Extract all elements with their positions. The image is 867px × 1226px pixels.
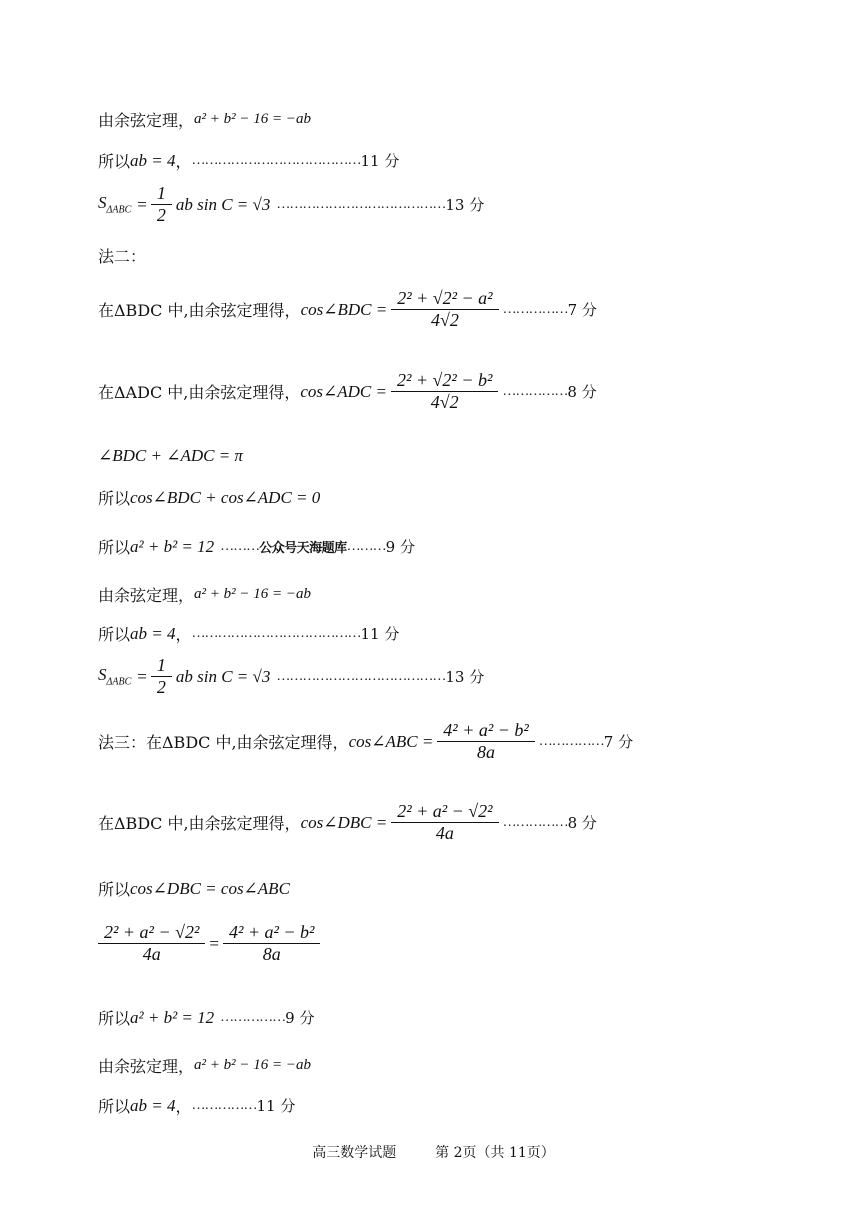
- area-symbol: $S_{\Delta ABC}$: [98, 193, 132, 216]
- line-text: 由余弦定理，: [98, 1057, 195, 1076]
- formula-lhs: cos∠ADC =: [300, 381, 387, 401]
- line-text: 所以: [98, 489, 131, 508]
- leader-dots: ……………: [502, 814, 568, 830]
- footer-subject: 高三数学试题: [312, 1145, 397, 1161]
- solution-line: [98, 108, 311, 131]
- leader-dots: ……………: [502, 301, 568, 317]
- formula-lhs: cos∠DBC =: [300, 812, 388, 832]
- area-symbol: $S_{\Delta ABC}$: [98, 665, 132, 688]
- solution-line: [98, 486, 320, 509]
- leader-dots: ……………: [502, 383, 568, 399]
- numerator: 2² + a² − √2²: [397, 801, 493, 821]
- fraction: [151, 183, 172, 226]
- formula-lhs: cos∠ABC =: [348, 731, 434, 751]
- numerator: 2² + √2² − a²: [397, 288, 493, 308]
- page-footer: [0, 1142, 867, 1162]
- formula: ab = 4: [130, 623, 176, 643]
- line-text: 所以: [98, 538, 131, 557]
- equals: =: [137, 194, 147, 214]
- fraction: [391, 370, 498, 413]
- formula: ab = 4: [130, 150, 176, 170]
- formula: a² + b² = 12: [130, 536, 215, 556]
- leader-dots: …………………………………: [276, 196, 446, 212]
- solution-line: [98, 583, 311, 606]
- solution-line: [98, 1054, 311, 1077]
- equals: =: [209, 933, 219, 953]
- watermark-text: 公众号天海题库: [259, 540, 347, 555]
- formula: a² + b² = 12: [130, 1007, 215, 1027]
- fraction: [223, 922, 320, 965]
- solution-line: [98, 183, 484, 226]
- solution-line: [98, 801, 597, 844]
- line-text: 所以: [98, 1097, 131, 1116]
- score-points: 9 分: [385, 538, 415, 556]
- numerator: 2² + a² − √2²: [104, 922, 200, 942]
- formula: a² + b² − 16 = −ab: [194, 1057, 311, 1073]
- denominator: 8a: [477, 742, 496, 762]
- line-text: 所以: [98, 625, 131, 644]
- solution-line: [98, 1094, 295, 1117]
- comma: ，: [175, 625, 192, 644]
- score-points: 7 分: [567, 301, 597, 319]
- solution-line: [98, 720, 633, 763]
- solution-line: [98, 535, 415, 558]
- solution-line: [98, 149, 399, 172]
- solution-line: [98, 1006, 314, 1029]
- denominator: 4a: [435, 823, 454, 843]
- line-text: 由余弦定理，: [98, 111, 195, 130]
- line-text: 由余弦定理，: [98, 586, 195, 605]
- score-points: 13 分: [445, 196, 485, 214]
- denominator: 2: [156, 677, 166, 697]
- solution-line: [98, 288, 597, 331]
- line-text: 所以: [98, 152, 131, 171]
- line-text: 在ΔADC 中,由余弦定理得，: [98, 383, 301, 402]
- solution-line: [98, 622, 399, 645]
- numerator: 4² + a² − b²: [228, 922, 315, 942]
- formula: ab sin C = √3: [175, 666, 271, 686]
- method-heading: [98, 244, 146, 267]
- line-text: 所以: [98, 1009, 131, 1028]
- line-text: 法三：在ΔBDC 中,由余弦定理得，: [98, 733, 349, 752]
- denominator: 2: [156, 205, 166, 225]
- leader-dots: ……………: [220, 1009, 286, 1025]
- numerator: 1: [156, 183, 166, 203]
- leader-dots: …………………………………: [191, 625, 361, 641]
- leader-dots: …………………………………: [276, 668, 446, 684]
- solution-line: [98, 655, 484, 698]
- score-points: 13 分: [445, 668, 485, 686]
- formula: ab sin C = √3: [175, 194, 271, 214]
- formula: a² + b² − 16 = −ab: [194, 586, 311, 602]
- formula: cos∠DBC = cos∠ABC: [130, 878, 290, 898]
- leader-dots: ………: [220, 538, 260, 554]
- score-points: 7 分: [603, 733, 634, 751]
- footer-page-number: 第 2页（共 11页）: [435, 1145, 555, 1161]
- numerator: 4² + a² − b²: [443, 720, 529, 740]
- score-points: 11 分: [360, 152, 400, 170]
- line-text: 所以: [98, 880, 131, 899]
- denominator: 4a: [142, 944, 161, 964]
- leader-dots: ………: [346, 538, 386, 554]
- score-points: 9 分: [285, 1009, 315, 1027]
- comma: ，: [175, 152, 192, 171]
- formula-lhs: cos∠BDC =: [300, 299, 388, 319]
- score-points: 11 分: [256, 1097, 296, 1115]
- numerator: 1: [156, 655, 166, 675]
- fraction: [98, 922, 205, 965]
- denominator: 4√2: [430, 392, 459, 412]
- leader-dots: ……………: [191, 1097, 257, 1113]
- solution-line: [98, 370, 597, 413]
- formula: a² + b² − 16 = −ab: [194, 111, 311, 127]
- leader-dots: ……………: [538, 733, 604, 749]
- score-points: 11 分: [360, 625, 400, 643]
- equals: =: [137, 666, 147, 686]
- line-text: 在ΔBDC 中,由余弦定理得，: [98, 814, 301, 833]
- line-text: 在ΔBDC 中,由余弦定理得，: [98, 301, 301, 320]
- leader-dots: …………………………………: [191, 152, 361, 168]
- fraction: [151, 655, 172, 698]
- formula: ab = 4: [130, 1095, 176, 1115]
- equation-line: [98, 922, 324, 965]
- fraction: [391, 801, 498, 844]
- score-points: 8 分: [567, 814, 597, 832]
- solution-line: [98, 446, 243, 466]
- line-text: 法二：: [98, 247, 147, 266]
- denominator: 4√2: [430, 310, 459, 330]
- formula: ∠BDC + ∠ADC = π: [98, 446, 243, 465]
- formula: cos∠BDC + cos∠ADC = 0: [130, 487, 321, 507]
- fraction: [391, 288, 498, 331]
- numerator: 2² + √2² − b²: [397, 370, 493, 390]
- score-points: 8 分: [567, 383, 597, 401]
- fraction: [437, 720, 534, 763]
- comma: ，: [175, 1097, 192, 1116]
- solution-line: [98, 877, 290, 900]
- denominator: 8a: [262, 944, 281, 964]
